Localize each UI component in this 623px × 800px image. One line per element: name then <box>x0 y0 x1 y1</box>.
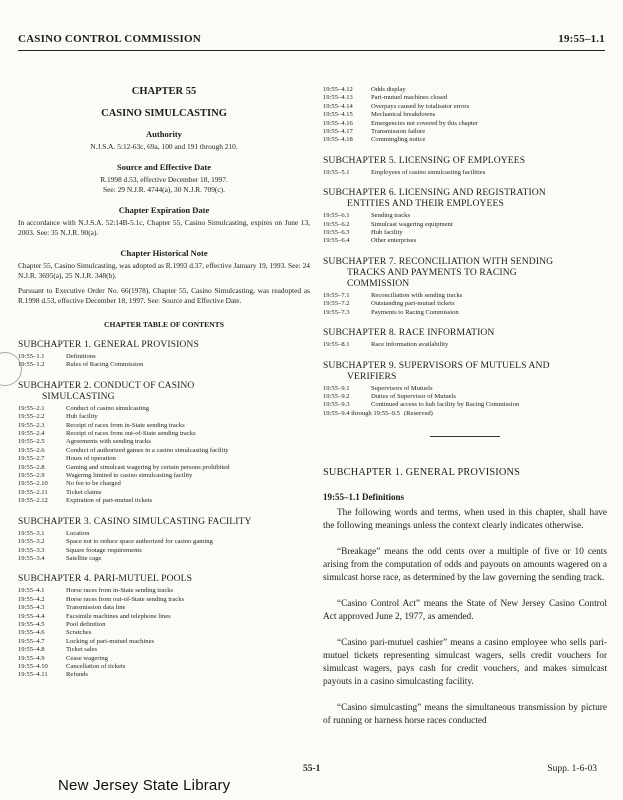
right-toc <box>323 155 607 418</box>
toc-section-title: Conduct of authorized games in a casino simulcasting facility <box>66 446 229 454</box>
chapter-number: CHAPTER 55 <box>131 86 197 97</box>
toc-section-title: Mechanical breakdowns <box>371 111 436 119</box>
toc-entry[interactable] <box>323 309 607 317</box>
subchapter-title-line: TRACKS AND PAYMENTS TO RACING <box>347 266 517 278</box>
library-stamp: New Jersey State Library <box>58 777 231 794</box>
toc-section-number: 19:55–4.14 <box>323 102 353 110</box>
toc-section-number: 19:55–4.15 <box>323 111 353 119</box>
subchapter-title-line: SUBCHAPTER 1. GENERAL PROVISIONS <box>18 339 199 350</box>
definition-casino-control-act: “Casino Control Act” means the State of New Jersey Casino Control Act approved June 2, 1977, as amended. <box>323 599 607 623</box>
subchapter-title-line: SUBCHAPTER 7. RECONCILIATION WITH SENDING <box>323 255 554 267</box>
toc-section-title: Square footage requirements <box>66 546 142 554</box>
toc-section-title: Satellite cage <box>66 554 102 562</box>
toc-entry[interactable] <box>18 413 310 421</box>
toc-entry[interactable] <box>18 430 310 438</box>
toc-section-number: 19:55–4.6 <box>18 629 45 637</box>
expiration-text: In accordance with N.J.S.A. 52:14B-5.1c, Chapter 55, Casino Simulcasting, expires on June 13, 2003. See: 35 N.J.R. 90(a). <box>18 218 310 237</box>
toc-section-title: Facsimile machines and telephone lines <box>66 612 171 620</box>
toc-section-title: Expiration of pari-mutuel tickets <box>66 497 153 505</box>
toc-section-title: Horse races from in-State sending tracks <box>66 587 174 595</box>
toc-section-number: 19:55–1.1 <box>18 353 45 360</box>
definition-intro: The following words and terms, when used in this chapter, shall have the following meanings unless the context clearly indicates otherwise. <box>323 508 607 532</box>
toc-entry[interactable] <box>18 464 310 472</box>
toc-section-number: 19:55–4.4 <box>18 612 45 620</box>
toc-section-number: 19:55–4.18 <box>323 136 353 144</box>
subchapter-heading <box>323 187 607 209</box>
expiration-heading: Chapter Expiration Date <box>118 205 210 215</box>
toc-entry[interactable] <box>323 393 607 401</box>
toc-entry[interactable] <box>18 497 310 505</box>
toc-section-number: 19:55–4.16 <box>323 119 353 127</box>
subchapter-title-line: SUBCHAPTER 5. LICENSING OF EMPLOYEES <box>323 154 526 166</box>
toc-section-number: 19:55–2.8 <box>18 463 45 471</box>
toc-heading: CHAPTER TABLE OF CONTENTS <box>104 320 224 329</box>
toc-section-number: 19:55–4.7 <box>18 637 45 645</box>
toc-section-number: 19:55–2.9 <box>18 472 45 480</box>
toc-entry[interactable] <box>323 385 607 393</box>
toc-section-title: Emergencies not covered by this chapter <box>371 119 478 127</box>
toc-list <box>323 341 607 349</box>
source-line-1: R.1998 d.53, effective December 18, 1997. <box>100 175 228 184</box>
toc-section-number: 19:55–2.1 <box>18 404 45 412</box>
toc-entry[interactable] <box>18 596 310 604</box>
toc-list <box>18 587 310 679</box>
toc-section-number: 19:55–6.2 <box>323 220 350 228</box>
toc-section-number: 19:55–2.6 <box>18 446 45 454</box>
toc-section-number: 19:55–9.4 through 19:55–9.5 <box>323 409 400 417</box>
toc-section-title: Locking of pari-mutuel machines <box>66 637 155 645</box>
toc-entry[interactable] <box>323 103 607 111</box>
definition-breakage: “Breakage” means the odd cents over a multiple of five or 10 cents arising from the computation of odds and payouts on amounts wagered on a simulcast horse race, as determined by the law governing the sending track. <box>323 547 607 584</box>
toc-entry[interactable] <box>18 438 310 446</box>
toc-entry[interactable] <box>18 480 310 488</box>
toc-entry[interactable] <box>323 401 607 409</box>
toc-section-title: Location <box>66 529 90 537</box>
toc-entry[interactable] <box>323 169 607 177</box>
toc-section-number: 19:55–4.11 <box>18 671 48 679</box>
subchapter-heading <box>323 155 607 166</box>
authority-heading: Authority <box>146 129 182 139</box>
toc-entry[interactable] <box>18 629 310 637</box>
toc-section-title: Other enterprises <box>371 237 417 245</box>
toc-section-number: 19:55–2.7 <box>18 455 45 463</box>
toc-section-title: Agreements with sending tracks <box>66 438 151 446</box>
toc-section-number: 19:55–5.1 <box>323 168 350 176</box>
toc-section-title: Cancellation of tickets <box>66 662 126 670</box>
toc-section-number: 19:55–3.2 <box>18 538 45 546</box>
toc-section-number: 19:55–2.12 <box>18 497 48 505</box>
header-left: CASINO CONTROL COMMISSION <box>18 33 201 45</box>
toc-section-number: 19:55–2.10 <box>18 480 48 488</box>
toc-section-number: 19:55–2.4 <box>18 430 45 438</box>
toc-section-title: Conduct of casino simulcasting <box>66 404 149 412</box>
header-right: 19:55–1.1 <box>558 33 605 45</box>
toc-section-number: 19:55–8.1 <box>323 341 350 349</box>
toc-section-title: Receipt of races from out-of-State sending tracks <box>66 430 196 438</box>
toc-section-title: Ticket claims <box>66 488 102 496</box>
source-heading: Source and Effective Date <box>116 162 212 172</box>
toc-section-number: 19:55–4.17 <box>323 128 353 136</box>
section-divider <box>430 436 500 437</box>
toc-section-title: Hours of operation <box>66 455 116 463</box>
subchapter-title-line: SUBCHAPTER 9. SUPERVISORS OF MUTUELS AND <box>323 359 550 371</box>
subchapter-title-line: VERIFIERS <box>347 370 397 382</box>
toc-entry[interactable] <box>18 361 310 369</box>
definition-casino-simulcasting: “Casino simulcasting” means the simultaneous transmission by picture of running or harness horse races conducted <box>323 703 607 727</box>
toc-section-title: Space not to reduce space authorized for casino gaming <box>66 538 213 546</box>
toc-section-number: 19:55–6.1 <box>323 212 350 220</box>
toc-section-number: 19:55–4.13 <box>323 94 353 102</box>
toc-entry[interactable] <box>18 646 310 654</box>
toc-entry[interactable] <box>18 530 310 538</box>
toc-entry[interactable] <box>18 638 310 646</box>
toc-continued <box>323 86 607 145</box>
toc-entry[interactable] <box>18 671 310 679</box>
toc-section-number: 19:55–4.5 <box>18 620 45 628</box>
toc-section-title: Horse races from out-of-State sending tracks <box>66 595 185 603</box>
toc-entry[interactable] <box>18 604 310 612</box>
toc-list <box>18 405 310 506</box>
toc-entry[interactable] <box>18 489 310 497</box>
toc-section-title: No fee to be charged <box>66 480 121 488</box>
toc-section-title: Definitions <box>66 353 96 360</box>
toc-list <box>323 212 607 246</box>
toc-entry[interactable] <box>323 410 607 418</box>
toc-entry[interactable] <box>18 613 310 621</box>
header-rule <box>18 50 605 51</box>
toc-section-number: 19:55–2.11 <box>18 488 48 496</box>
toc-section-title: Transmission failure <box>371 128 426 136</box>
left-column <box>18 70 310 680</box>
toc-section-number: 19:55–3.1 <box>18 529 45 537</box>
toc-section-number: 19:55–2.5 <box>18 438 45 446</box>
toc-section-number: 19:55–4.12 <box>323 86 353 93</box>
toc-section-title: Rules of Racing Commission <box>66 361 144 369</box>
toc-entry[interactable] <box>323 221 607 229</box>
toc-section-number: 19:55–4.9 <box>18 654 45 662</box>
right-column <box>323 70 607 728</box>
toc-section-title: Cease wagering <box>66 654 108 662</box>
toc-section-title: Transmission data line <box>66 604 126 612</box>
subchapter-title-line: COMMISSION <box>347 277 410 289</box>
subchapter-title-line: SUBCHAPTER 2. CONDUCT OF CASINO <box>18 379 195 391</box>
toc-section-number: 19:55–2.2 <box>18 413 45 421</box>
toc-section-number: 19:55–3.4 <box>18 554 45 562</box>
toc-section-title: Receipt of races from in-State sending tracks <box>66 421 185 429</box>
supplement-date: Supp. 1-6-03 <box>547 764 597 774</box>
toc-section-title: Reconciliation with sending tracks <box>371 291 463 299</box>
toc-section-title: Ticket sales <box>66 646 98 654</box>
toc-section-title: Sending tracks <box>371 212 411 220</box>
toc-section-title: Employees of casino simulcasting facilities <box>371 168 486 176</box>
toc-entry[interactable] <box>323 237 607 245</box>
toc-section-number: 19:55–9.1 <box>323 384 350 392</box>
subchapter-title-line: SIMULCASTING <box>42 390 115 402</box>
section-subchapter-title: SUBCHAPTER 1. GENERAL PROVISIONS <box>323 467 521 479</box>
toc-list <box>18 530 310 564</box>
history-text-1: Chapter 55, Casino Simulcasting, was adopted as R.1993 d.37, effective January 19, 1993. See: 24 N.J.R. 3695(a), 25 N.J.R. 348(b). <box>18 261 310 280</box>
toc-entry[interactable] <box>18 353 310 361</box>
toc-section-number: 19:55–4.10 <box>18 662 48 670</box>
subchapter-heading <box>18 516 310 527</box>
toc-list <box>18 353 310 370</box>
toc-section-number: 19:55–1.2 <box>18 361 45 369</box>
toc-section-title: Race information availability <box>371 341 449 349</box>
toc-section-number: 19:55–6.4 <box>323 237 350 245</box>
toc-entry[interactable] <box>323 136 607 144</box>
toc-list <box>323 292 607 317</box>
subchapter-title-line: SUBCHAPTER 4. PARI-MUTUEL POOLS <box>18 573 193 585</box>
toc-entry[interactable] <box>18 538 310 546</box>
subchapter-title-line: ENTITIES AND THEIR EMPLOYEES <box>347 198 504 210</box>
toc-section-title: (Reserved) <box>403 409 433 417</box>
section-heading: 19:55–1.1 Definitions <box>323 492 404 503</box>
subchapter-heading <box>323 327 607 338</box>
toc-section-number: 19:55–4.2 <box>18 595 45 603</box>
left-toc <box>18 339 310 680</box>
toc-entry[interactable] <box>323 94 607 102</box>
toc-section-number: 19:55–9.2 <box>323 392 350 400</box>
toc-entry[interactable] <box>18 447 310 455</box>
toc-entry[interactable] <box>323 300 607 308</box>
toc-section-number: 19:55–4.1 <box>18 587 45 595</box>
toc-section-title: Scratches <box>66 629 92 637</box>
toc-entry[interactable] <box>18 422 310 430</box>
subchapter-title-line: SUBCHAPTER 6. LICENSING AND REGISTRATION <box>323 187 546 199</box>
chapter-title: CASINO SIMULCASTING <box>101 108 227 119</box>
page-number: 55-1 <box>303 764 321 774</box>
subchapter-title-line: SUBCHAPTER 3. CASINO SIMULCASTING FACILITY <box>18 515 252 527</box>
toc-section-number: 19:55–7.1 <box>323 291 350 299</box>
toc-section-title: Supervisors of Mutuels <box>371 384 433 392</box>
running-header <box>18 33 605 49</box>
toc-section-number: 19:55–7.3 <box>323 308 350 316</box>
toc-entry[interactable] <box>18 663 310 671</box>
subchapter-heading <box>323 256 607 289</box>
toc-list <box>323 385 607 419</box>
toc-section-title: Payments to Racing Commission <box>371 308 459 316</box>
toc-section-number: 19:55–4.8 <box>18 646 45 654</box>
authority-text: N.J.S.A. 5:12-63c, 69a, 100 and 191 through 210. <box>90 142 238 151</box>
toc-entry[interactable] <box>323 86 607 94</box>
toc-entry[interactable] <box>18 621 310 629</box>
subchapter-heading <box>323 360 607 382</box>
toc-entry[interactable] <box>323 229 607 237</box>
toc-section-title: Commingling notice <box>371 136 426 144</box>
toc-section-title: Odds display <box>371 86 406 93</box>
toc-section-title: Gaming and simulcast wagering by certain persons prohibited <box>66 463 230 471</box>
toc-section-number: 19:55–9.3 <box>323 401 350 409</box>
toc-entry[interactable] <box>18 472 310 480</box>
toc-entry[interactable] <box>323 128 607 136</box>
toc-section-number: 19:55–3.3 <box>18 546 45 554</box>
toc-entry[interactable] <box>18 455 310 463</box>
toc-section-title: Hub facility <box>371 229 403 237</box>
toc-section-number: 19:55–6.3 <box>323 229 350 237</box>
toc-entry[interactable] <box>18 587 310 595</box>
subchapter-heading <box>18 380 310 402</box>
toc-entry[interactable] <box>18 547 310 555</box>
toc-entry[interactable] <box>323 292 607 300</box>
subchapter-heading <box>18 573 310 584</box>
toc-section-title: Hub facility <box>66 413 98 421</box>
toc-section-title: Duties of Supervisor of Mutuels <box>371 392 456 400</box>
toc-entry[interactable] <box>18 655 310 663</box>
toc-section-title: Outstanding pari-mutuel tickets <box>371 300 455 308</box>
toc-section-title: Wagering limited to casino simulcasting facility <box>66 472 193 480</box>
toc-section-number: 19:55–4.3 <box>18 604 45 612</box>
toc-entry[interactable] <box>18 555 310 563</box>
toc-entry[interactable] <box>323 120 607 128</box>
subchapter-title-line: SUBCHAPTER 8. RACE INFORMATION <box>323 327 495 339</box>
toc-section-number: 19:55–7.2 <box>323 300 350 308</box>
history-text-2: Pursuant to Executive Order No. 66(1978), Chapter 55, Casino Simulcasting, was readopted as R.1998 d.53, effective December 18, 1997. See: Source and Effective Date. <box>18 286 310 305</box>
toc-section-title: Simulcast wagering equipment <box>371 220 453 228</box>
toc-section-title: Pari-mutuel machines closed <box>371 94 448 102</box>
toc-section-number: 19:55–2.3 <box>18 421 45 429</box>
toc-entry[interactable] <box>18 405 310 413</box>
subchapter-heading <box>18 339 310 350</box>
history-heading: Chapter Historical Note <box>120 248 208 258</box>
toc-entry[interactable] <box>323 111 607 119</box>
toc-section-title: Pool definition <box>66 620 106 628</box>
toc-entry[interactable] <box>323 212 607 220</box>
toc-entry[interactable] <box>323 341 607 349</box>
definition-pari-mutuel-cashier: “Casino pari-mutuel cashier” means a casino employee who sells pari-mutuel tickets representing simulcast wagers, sells credit vouchers for simulcast wagers, pays cash for credit vouchers, and makes simulcast payouts in a casino simulcasting facility. <box>323 638 607 688</box>
source-line-2: See: 29 N.J.R. 4744(a), 30 N.J.R. 709(c). <box>103 185 225 194</box>
toc-section-title: Continued access to hub facility by Racing Commission <box>371 401 520 409</box>
toc-list <box>323 169 607 177</box>
toc-section-title: Overpays caused by totalisator errors <box>371 102 470 110</box>
toc-section-title: Refunds <box>66 671 88 679</box>
